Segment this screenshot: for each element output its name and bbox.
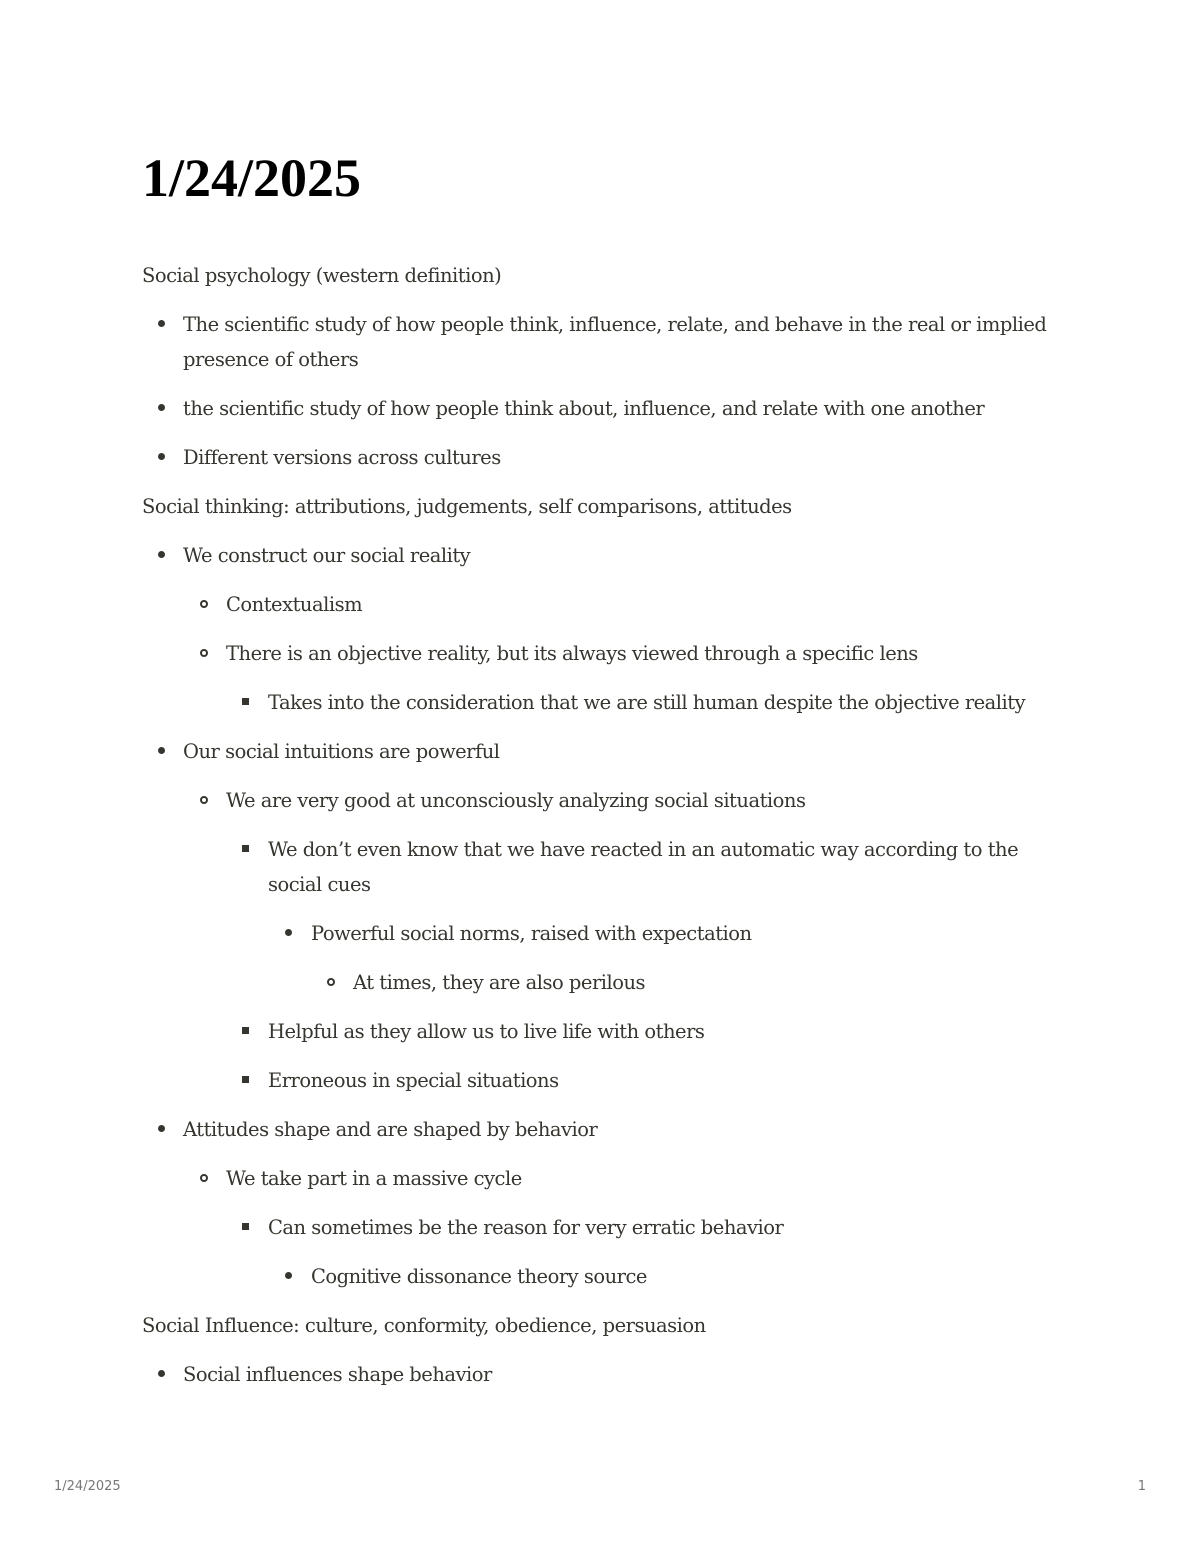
list-item-text: Helpful as they allow us to live life with others — [268, 1020, 705, 1043]
footer-date: 1/24/2025 — [54, 1479, 121, 1494]
list-item — [142, 916, 1062, 951]
list-item-text: We don’t even know that we have reacted in an automatic way according to the social cues — [268, 838, 1019, 896]
bullet-circle-icon — [200, 796, 208, 804]
list-item — [142, 1014, 1062, 1049]
list-item — [142, 832, 1062, 902]
list-item — [142, 587, 1062, 622]
bullet-circle-icon — [200, 600, 208, 608]
bullet-disc-icon — [158, 1370, 165, 1377]
list-item — [142, 1210, 1062, 1245]
list-item — [142, 1063, 1062, 1098]
bullet-square-icon — [242, 1223, 249, 1230]
definition-list — [142, 307, 1062, 475]
document-body — [142, 258, 1062, 1392]
list-item — [142, 1112, 1062, 1147]
bullet-disc-icon — [158, 404, 165, 411]
list-item-text: At times, they are also perilous — [353, 971, 646, 994]
list-item — [142, 1259, 1062, 1294]
list-item-text: The scientific study of how people think, influence, relate, and behave in the real or implied presence of others — [183, 313, 1047, 371]
list-item — [142, 307, 1062, 377]
bullet-disc-icon — [158, 320, 165, 327]
list-item — [142, 783, 1062, 818]
section-heading-social-psychology: Social psychology (western definition) — [142, 264, 502, 287]
section-heading-social-thinking: Social thinking: attributions, judgements, self comparisons, attitudes — [142, 495, 792, 518]
list-item-text: There is an objective reality, but its always viewed through a specific lens — [226, 642, 918, 665]
page-number: 1 — [1137, 1479, 1146, 1494]
list-item — [142, 1161, 1062, 1196]
bullet-circle-icon — [200, 1174, 208, 1182]
bullet-disc-icon — [158, 747, 165, 754]
list-item-text: We take part in a massive cycle — [226, 1167, 522, 1190]
list-item — [142, 734, 1062, 769]
bullet-disc-icon — [158, 453, 165, 460]
list-item-text: Takes into the consideration that we are still human despite the objective reality — [268, 691, 1026, 714]
social-thinking-list — [142, 538, 1062, 1294]
list-item-text: Different versions across cultures — [183, 446, 501, 469]
bullet-disc-icon — [158, 1125, 165, 1132]
social-influence-list — [142, 1357, 1062, 1392]
bullet-circle-icon — [327, 978, 335, 986]
list-item — [142, 685, 1062, 720]
list-item-text: Can sometimes be the reason for very erratic behavior — [268, 1216, 784, 1239]
bullet-square-icon — [242, 1027, 249, 1034]
list-item-text: Cognitive dissonance theory source — [311, 1265, 647, 1288]
list-item — [142, 1357, 1062, 1392]
bullet-square-icon — [242, 845, 249, 852]
bullet-circle-icon — [200, 649, 208, 657]
list-item-text: Attitudes shape and are shaped by behavior — [183, 1118, 598, 1141]
list-item-text: the scientific study of how people think about, influence, and relate with one another — [183, 397, 985, 420]
list-item-text: We construct our social reality — [183, 544, 471, 567]
list-item-text: Social influences shape behavior — [183, 1363, 492, 1386]
list-item — [142, 538, 1062, 573]
page-title: 1/24/2025 — [142, 148, 362, 208]
list-item-text: Our social intuitions are powerful — [183, 740, 500, 763]
list-item-text: Erroneous in special situations — [268, 1069, 559, 1092]
bullet-disc-icon — [285, 1272, 292, 1279]
bullet-disc-icon — [158, 551, 165, 558]
section-heading-social-influence: Social Influence: culture, conformity, obedience, persuasion — [142, 1314, 706, 1337]
list-item — [142, 965, 1062, 1000]
bullet-square-icon — [242, 1076, 249, 1083]
list-item — [142, 440, 1062, 475]
list-item — [142, 636, 1062, 671]
list-item-text: Contextualism — [226, 593, 363, 616]
bullet-square-icon — [242, 698, 249, 705]
list-item — [142, 391, 1062, 426]
bullet-disc-icon — [285, 929, 292, 936]
list-item-text: Powerful social norms, raised with expectation — [311, 922, 752, 945]
list-item-text: We are very good at unconsciously analyzing social situations — [226, 789, 806, 812]
